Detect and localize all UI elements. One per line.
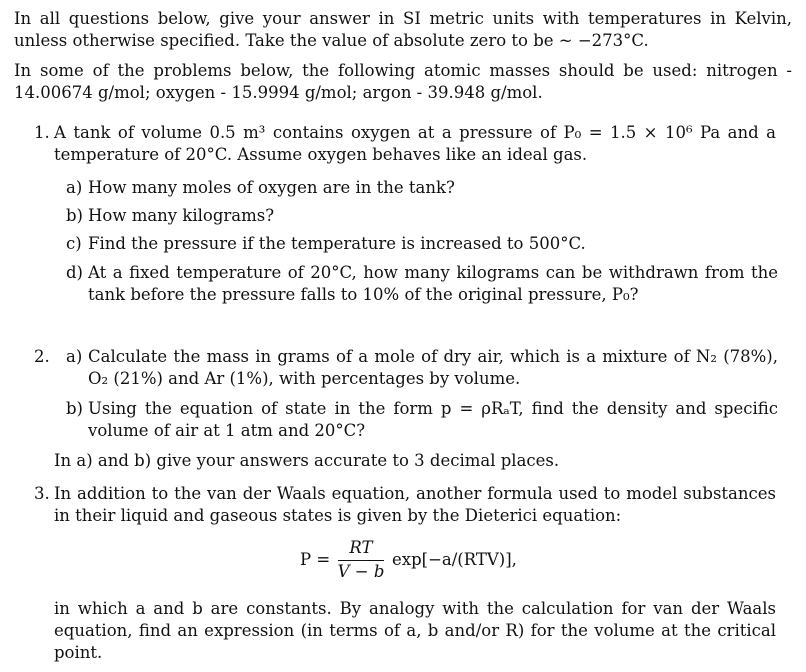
question-number: 3. [34, 484, 50, 503]
part-text: Calculate the mass in grams of a mole of dry air, which is a mixture of N₂ (78%), O₂ (21%) and Ar (1%), with percentages by volume. [88, 347, 778, 388]
question-2-note: In a) and b) give your answers accurate to 3 decimal places. [54, 451, 560, 470]
question-number: 1. [34, 123, 50, 142]
question-3-after: in which a and b are constants. By analogy with the calculation for van der Waals equation, find an expression (in terms of a, b and/or R) for the volume at the critical point. [54, 599, 776, 662]
question-1-text: A tank of volume 0.5 m³ contains oxygen at a pressure of P₀ = 1.5 × 10⁶ Pa and a temperature of 20°C. Assume oxygen behaves like an ideal gas. [54, 123, 776, 164]
intro-paragraph-2: In some of the problems below, the following atomic masses should be used: nitrogen - 14.00674 g/mol; oxygen - 15.9994 g/mol; argon - 39.948 g/mol. [14, 61, 792, 102]
part-text: Find the pressure if the temperature is increased to 500°C. [88, 234, 586, 253]
part-label: b) [66, 206, 83, 225]
part-text: How many kilograms? [88, 206, 275, 225]
part-text: Using the equation of state in the form p = ρRₐT, find the density and specific volume of air at 1 atm and 20°C? [88, 399, 778, 440]
intro-paragraph-1: In all questions below, give your answer in SI metric units with temperatures in Kelvin, unless otherwise specified. Take the value of absolute zero to be ~ −273°C. [14, 9, 792, 50]
part-label: a) [66, 347, 83, 366]
part-text: How many moles of oxygen are in the tank? [88, 178, 455, 197]
question-3-text: In addition to the van der Waals equation, another formula used to model substances in their liquid and gaseous states is given by the Dieterici equation: [54, 484, 776, 525]
part-label: c) [66, 234, 82, 253]
formula-denominator: V − b [337, 562, 385, 581]
formula-rhs: exp[−a/(RTV)], [392, 550, 517, 569]
formula-lhs: P = [300, 550, 331, 569]
part-text: At a fixed temperature of 20°C, how many kilograms can be withdrawn from the tank before the pressure falls to 10% of the original pressure, P₀? [88, 263, 778, 304]
question-number: 2. [34, 347, 50, 366]
formula-numerator: RT [349, 538, 373, 557]
part-label: b) [66, 399, 83, 418]
formula-fraction [336, 537, 386, 583]
dieterici-equation [300, 537, 540, 589]
part-label: d) [66, 263, 83, 282]
part-label: a) [66, 178, 83, 197]
